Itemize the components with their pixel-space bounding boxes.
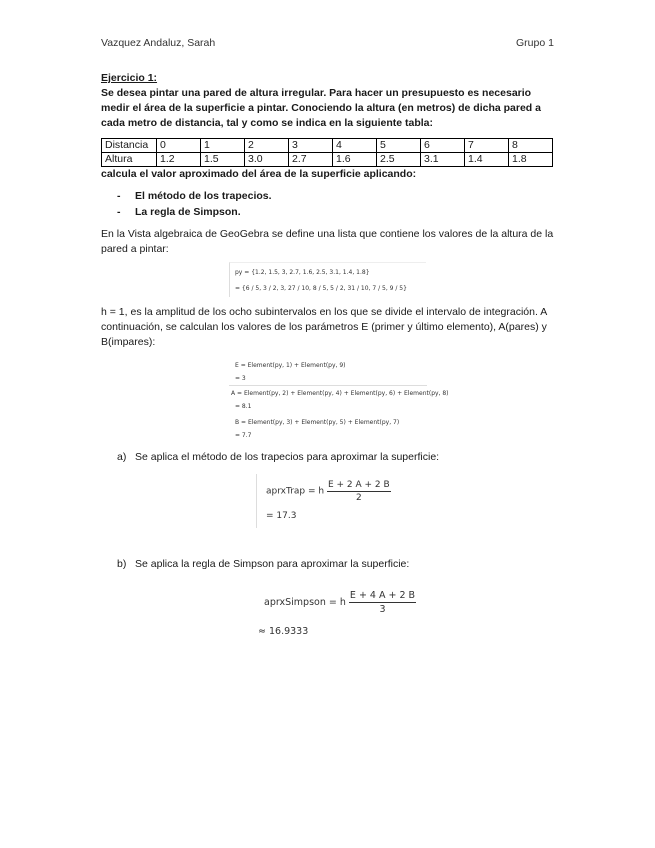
simpson-formula-panel bbox=[258, 586, 428, 640]
task-text: calcula el valor aproximado del área de la superficie aplicando: bbox=[101, 168, 417, 180]
simpson-formula bbox=[264, 590, 416, 615]
trapezoid-denominator: 2 bbox=[355, 493, 362, 503]
table-cell: 2.5 bbox=[377, 153, 421, 167]
part-b-marker: b) bbox=[117, 558, 127, 570]
trapezoid-formula bbox=[266, 480, 391, 503]
ggb-a-definition: A = Element(py, 2) + Element(py, 4) + Element(py, 6) + Element(py, 8) bbox=[231, 390, 449, 397]
divider bbox=[229, 385, 427, 386]
table-cell: 4 bbox=[333, 139, 377, 153]
ggb-b-definition: B = Element(py, 3) + Element(py, 5) + Element(py, 7) bbox=[235, 419, 400, 426]
table-row bbox=[102, 139, 553, 153]
table-cell: 1.4 bbox=[465, 153, 509, 167]
trapezoid-lhs: aprxTrap = h bbox=[266, 486, 325, 497]
exercise-title: Ejercicio 1: bbox=[101, 72, 158, 84]
trapezoid-numerator: E + 2 A + 2 B bbox=[327, 480, 390, 490]
table-cell: 3.1 bbox=[421, 153, 465, 167]
table-cell: 1.2 bbox=[157, 153, 201, 167]
method-trapezoid: El método de los trapecios. bbox=[135, 190, 272, 202]
simpson-lhs: aprxSimpson = h bbox=[264, 597, 346, 608]
ggb-list-definition: py = {1.2, 1.5, 3, 2.7, 1.6, 2.5, 3.1, 1.4, 1.8} bbox=[235, 269, 370, 276]
table-cell: 3 bbox=[289, 139, 333, 153]
paragraph-geogebra-list: En la Vista algebraica de GeoGebra se define una lista que contiene los valores de la altura de la pared a pintar: bbox=[101, 228, 554, 255]
geogebra-params-panel bbox=[229, 358, 449, 444]
table-cell: 8 bbox=[509, 139, 553, 153]
table-cell: 0 bbox=[157, 139, 201, 153]
table-cell: 1.8 bbox=[509, 153, 553, 167]
ggb-a-value: = 8.1 bbox=[235, 403, 252, 410]
table-cell: 2.7 bbox=[289, 153, 333, 167]
part-b-text: Se aplica la regla de Simpson para aproximar la superficie: bbox=[135, 558, 410, 570]
bullet-dash: - bbox=[117, 206, 121, 218]
table-cell: 2 bbox=[245, 139, 289, 153]
bullet-dash: - bbox=[117, 190, 121, 202]
trapezoid-result: = 17.3 bbox=[266, 511, 297, 521]
header-author: Vazquez Andaluz, Sarah bbox=[101, 37, 216, 49]
method-simpson: La regla de Simpson. bbox=[135, 206, 241, 218]
part-a-text: Se aplica el método de los trapecios para aproximar la superficie: bbox=[135, 451, 440, 463]
table-cell: 3.0 bbox=[245, 153, 289, 167]
simpson-fraction bbox=[349, 590, 416, 615]
table-cell: 1.5 bbox=[201, 153, 245, 167]
row-label-distance: Distancia bbox=[102, 139, 157, 153]
ggb-list-value: = {6 / 5, 3 / 2, 3, 27 / 10, 8 / 5, 5 / 2, 31 / 10, 7 / 5, 9 / 5} bbox=[235, 285, 407, 292]
table-row bbox=[102, 153, 553, 167]
ggb-e-value: = 3 bbox=[235, 375, 246, 382]
table-cell: 1.6 bbox=[333, 153, 377, 167]
table-cell: 1 bbox=[201, 139, 245, 153]
simpson-result: ≈ 16.9333 bbox=[258, 626, 309, 637]
ggb-e-definition: E = Element(py, 1) + Element(py, 9) bbox=[235, 362, 346, 369]
trapezoid-formula-panel bbox=[256, 474, 390, 528]
paragraph-parameters: h = 1, es la amplitud de los ocho subintervalos en los que se divide el intervalo de integración. A continuación, se calculan los valores de los parámetros E (primer y último elemento), A(pares) y B(impares): bbox=[101, 306, 547, 348]
table-cell: 6 bbox=[421, 139, 465, 153]
table-cell: 7 bbox=[465, 139, 509, 153]
geogebra-list-panel bbox=[229, 262, 426, 297]
header-group: Grupo 1 bbox=[516, 37, 554, 49]
exercise-statement: Se desea pintar una pared de altura irregular. Para hacer un presupuesto es necesario medir el área de la superficie a pintar. Conociendo la altura (en metros) de dicha pared a cada metro de distancia, tal y como se indica en la siguiente tabla: bbox=[101, 87, 541, 129]
ggb-b-value: = 7.7 bbox=[235, 432, 252, 439]
row-label-height: Altura bbox=[102, 153, 157, 167]
simpson-denominator: 3 bbox=[379, 604, 386, 615]
simpson-numerator: E + 4 A + 2 B bbox=[349, 590, 416, 601]
table-cell: 5 bbox=[377, 139, 421, 153]
distance-height-table bbox=[101, 138, 553, 167]
trapezoid-fraction bbox=[327, 480, 391, 503]
part-a-marker: a) bbox=[117, 451, 127, 463]
